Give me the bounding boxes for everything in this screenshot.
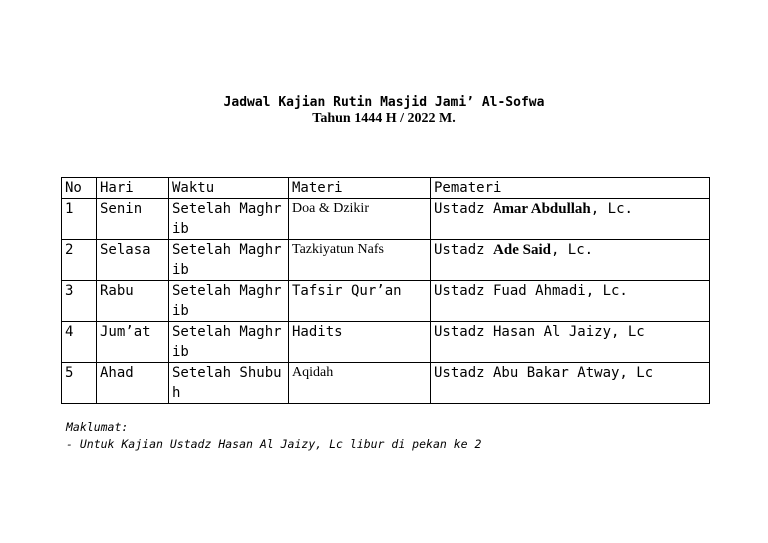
header-pemateri: Pemateri xyxy=(431,178,710,199)
title-line-2: Tahun 1444 H / 2022 M. xyxy=(312,111,456,126)
table-row xyxy=(62,363,710,404)
cell-waktu: Setelah Shubuh xyxy=(169,363,289,404)
cell-no: 4 xyxy=(62,322,97,363)
cell-pemateri: Ustadz Abu Bakar Atway, Lc xyxy=(431,363,710,404)
table-row xyxy=(62,281,710,322)
cell-materi: Tazkiyatun Nafs xyxy=(289,240,431,281)
cell-pemateri xyxy=(431,240,710,281)
header-hari: Hari xyxy=(97,178,169,199)
table-row xyxy=(62,322,710,363)
cell-pemateri xyxy=(431,199,710,240)
cell-pemateri: Ustadz Hasan Al Jaizy, Lc xyxy=(431,322,710,363)
cell-no: 1 xyxy=(62,199,97,240)
header-materi: Materi xyxy=(289,178,431,199)
cell-hari: Jum’at xyxy=(97,322,169,363)
cell-hari: Ahad xyxy=(97,363,169,404)
cell-materi: Tafsir Qur’an xyxy=(289,281,431,322)
cell-no: 2 xyxy=(62,240,97,281)
header-no: No xyxy=(62,178,97,199)
pemateri-suffix: , Lc. xyxy=(590,201,633,217)
notes-section xyxy=(66,419,481,453)
cell-pemateri: Ustadz Fuad Ahmadi, Lc. xyxy=(431,281,710,322)
header-waktu: Waktu xyxy=(169,178,289,199)
cell-materi: Aqidah xyxy=(289,363,431,404)
table-row xyxy=(62,199,710,240)
title-line-1: Jadwal Kajian Rutin Masjid Jami’ Al-Sofwa xyxy=(223,95,545,110)
pemateri-suffix: , Lc. xyxy=(550,242,594,258)
table-header-row xyxy=(62,178,710,199)
notes-heading: Maklumat: xyxy=(66,420,129,434)
cell-hari: Selasa xyxy=(97,240,169,281)
table-row xyxy=(62,240,710,281)
cell-materi: Hadits xyxy=(289,322,431,363)
cell-waktu: Setelah Maghrib xyxy=(169,240,289,281)
cell-waktu: Setelah Maghrib xyxy=(169,199,289,240)
cell-hari: Rabu xyxy=(97,281,169,322)
cell-waktu: Setelah Maghrib xyxy=(169,322,289,363)
cell-waktu: Setelah Maghrib xyxy=(169,281,289,322)
cell-no: 5 xyxy=(62,363,97,404)
notes-item: - Untuk Kajian Ustadz Hasan Al Jaizy, Lc libur di pekan ke 2 xyxy=(66,437,482,451)
cell-no: 3 xyxy=(62,281,97,322)
document-title xyxy=(0,95,768,127)
pemateri-name: mar Abdullah xyxy=(501,201,591,217)
cell-hari: Senin xyxy=(97,199,169,240)
schedule-table xyxy=(61,177,710,404)
cell-materi: Doa & Dzikir xyxy=(289,199,431,240)
pemateri-prefix: Ustadz A xyxy=(434,201,502,217)
pemateri-prefix: Ustadz xyxy=(434,242,494,258)
pemateri-name: Ade Said xyxy=(493,242,551,258)
